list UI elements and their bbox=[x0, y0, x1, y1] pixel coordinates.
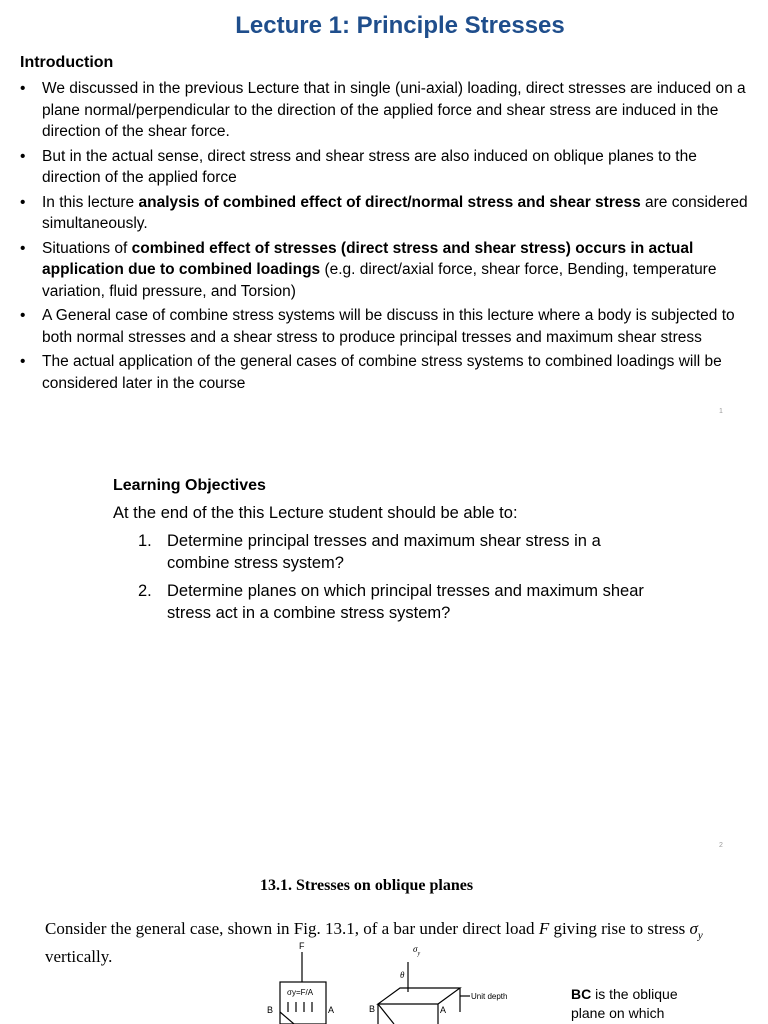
page-title: Lecture 1: Principle Stresses bbox=[235, 12, 565, 39]
element-diagram bbox=[369, 944, 507, 1024]
bullet-icon: • bbox=[20, 80, 26, 97]
slide-page-number: 2 bbox=[719, 842, 723, 849]
bullet-text: The actual application of the general cases of combine stress systems to combined loadings will be considered later in the course bbox=[42, 353, 722, 392]
bullet-emphasis: combined effect of stresses (direct stress and shear stress) occurs in actual application due to combined loadings bbox=[42, 239, 694, 278]
learning-objectives-list bbox=[138, 530, 648, 630]
bullet-text: In this lecture bbox=[42, 193, 139, 211]
oblique-cut-line bbox=[280, 1012, 294, 1024]
learning-objectives-intro: At the end of the this Lecture student should be able to: bbox=[113, 504, 518, 522]
bullet-icon: • bbox=[20, 353, 26, 370]
bullet-text: are considered simultaneously. bbox=[42, 193, 748, 232]
unit-depth-label: Unit depth bbox=[471, 992, 508, 1001]
bullet-text: (e.g. direct/axial force, shear force, Bending, temperature variation, fluid pressure, and Torsion) bbox=[42, 261, 717, 300]
sigma-y-label: $\sigma_y$ bbox=[413, 944, 421, 957]
bullet-item bbox=[18, 146, 748, 189]
element-top-face bbox=[378, 988, 460, 1004]
objective-number: 2. bbox=[138, 582, 152, 600]
introduction-bullet-list bbox=[18, 78, 748, 397]
side-note-line: plane on which bbox=[571, 1005, 665, 1021]
bullet-icon: • bbox=[20, 147, 26, 165]
introduction-heading: Introduction bbox=[20, 54, 114, 71]
stress-equation-label: σy=F/A bbox=[287, 988, 314, 997]
bullet-icon: • bbox=[20, 193, 26, 211]
point-b-label: B bbox=[267, 1005, 274, 1015]
objective-item bbox=[138, 530, 648, 574]
bullet-item bbox=[18, 192, 748, 235]
bullet-text: A General case of combine stress systems will be discuss in this lecture where a body is subjected to both normal stresses and a shear stress to produce principal tresses and maximum shear stress bbox=[42, 307, 735, 346]
point-b-label: B bbox=[369, 1004, 376, 1014]
theta-label: θ bbox=[400, 970, 405, 980]
objective-item bbox=[138, 580, 648, 624]
oblique-plane-figure bbox=[258, 940, 558, 1024]
side-note-line: BC is the oblique bbox=[571, 986, 678, 1002]
bar-under-load-diagram bbox=[267, 941, 334, 1024]
bullet-icon: • bbox=[20, 307, 26, 324]
objective-text: Determine planes on which principal tresses and maximum shear stress act in a combine stress system? bbox=[167, 582, 644, 622]
slide-page-number: 1 bbox=[719, 408, 723, 415]
bullet-emphasis: analysis of combined effect of direct/normal stress and shear stress bbox=[138, 193, 641, 211]
side-note bbox=[571, 985, 678, 1023]
bullet-text: We discussed in the previous Lecture that in single (uni-axial) loading, direct stresses are induced on a plane normal/perpendicular to the direction of the applied force and shear stress are induced in the direction of the shear force. bbox=[42, 80, 746, 140]
oblique-plane-line bbox=[378, 1004, 394, 1024]
bullet-item bbox=[18, 238, 748, 303]
point-a-label: A bbox=[440, 1005, 447, 1015]
bullet-item bbox=[18, 305, 748, 348]
section-paragraph: Consider the general case, shown in Fig. 13.1, of a bar under direct load F giving rise to stress $\sigma_y$ vertically. bbox=[45, 919, 703, 967]
point-a-label: A bbox=[328, 1005, 335, 1015]
learning-objectives-heading: Learning Objectives bbox=[113, 477, 266, 494]
bullet-item bbox=[18, 351, 748, 394]
bullet-item bbox=[18, 78, 748, 143]
bullet-text: But in the actual sense, direct stress and shear stress are also induced on oblique planes to the direction of the applied force bbox=[42, 147, 697, 186]
bullet-text: Situations of bbox=[42, 239, 132, 257]
objective-number: 1. bbox=[138, 532, 152, 550]
bullet-icon: • bbox=[20, 239, 26, 257]
section-heading: 13.1. Stresses on oblique planes bbox=[260, 877, 474, 894]
objective-text: Determine principal tresses and maximum shear stress in a combine stress system? bbox=[167, 532, 601, 572]
force-label: F bbox=[299, 941, 305, 951]
